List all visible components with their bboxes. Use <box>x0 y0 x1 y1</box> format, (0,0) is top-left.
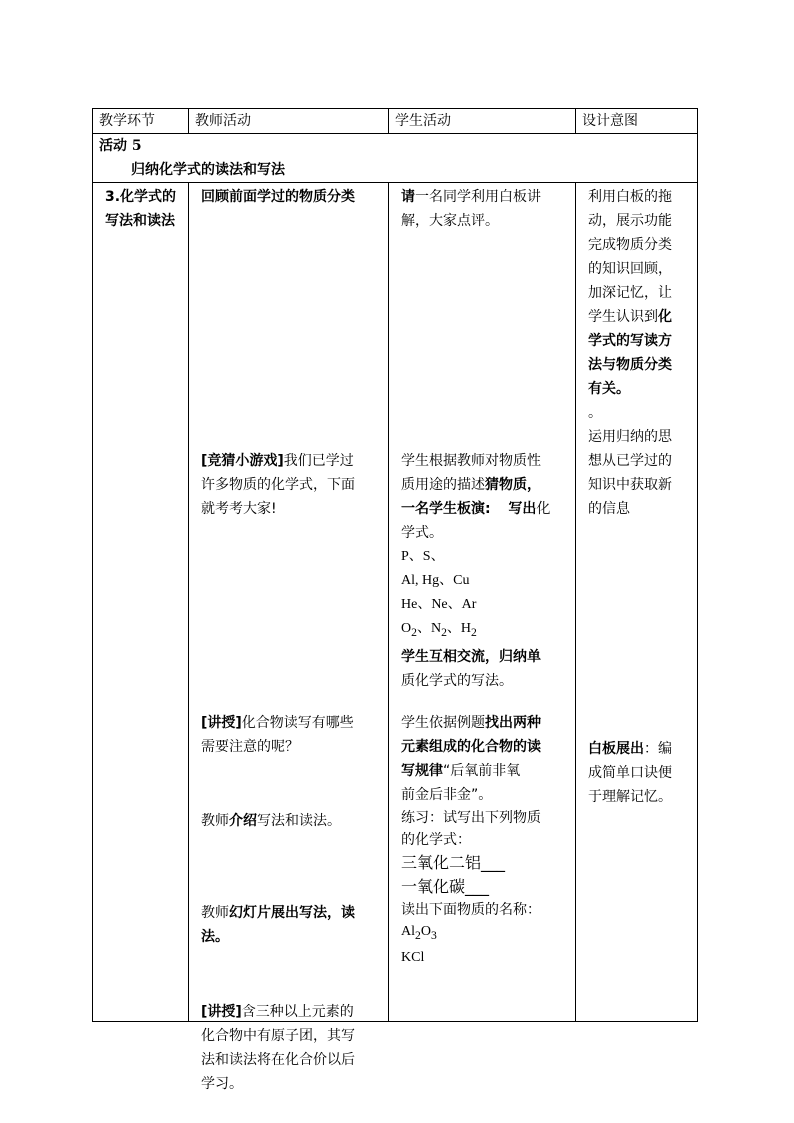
intent1-line2: 动，展示功能 <box>588 213 672 229</box>
intent3-bold: 白板展出 <box>588 741 644 757</box>
f1-sub-o: 3 <box>430 928 437 942</box>
section-title <box>105 185 178 233</box>
teacher-cell <box>189 183 389 1092</box>
element-list-3: He、Ne、Ar <box>401 597 477 612</box>
element-list-1: P、S、 <box>401 549 445 564</box>
formula-al2o3 <box>401 921 565 947</box>
lecture-text: 化合物读写有哪些 <box>241 715 354 731</box>
lecture2-line3: 法和读法将在化合价以后 <box>201 1052 355 1068</box>
guess-line3-a: 一名学生板演: <box>401 501 491 517</box>
guess-line2-a: 质用途的描述 <box>401 477 485 493</box>
guess-line2-b: 猜物质， <box>485 477 541 493</box>
lecture-line2: 需要注意的呢？ <box>201 739 299 755</box>
table-header-row <box>93 109 698 134</box>
intent1-line1: 利用白板的拖 <box>588 189 672 205</box>
intent1-line7: 学式的写读方 <box>588 333 672 349</box>
header-teacher-activity: 教师活动 <box>189 109 389 134</box>
whiteboard-line2: 解，大家点评。 <box>401 213 499 229</box>
student-whiteboard <box>401 185 565 233</box>
rule-bold1: 找出两种 <box>485 715 541 731</box>
exercise-line3: 读出下面物质的名称： <box>401 902 541 918</box>
el4-sub-h: 2 <box>471 625 477 639</box>
section-title-line2: 写法和读法 <box>105 213 175 229</box>
lecture2-line2: 化合物中有原子团，其写 <box>201 1028 355 1044</box>
teacher-review-text: 回顾前面学过的物质分类 <box>201 189 355 205</box>
intent-whiteboard <box>588 185 687 521</box>
teacher-lecture-1 <box>201 711 378 759</box>
rule-prefix: 学生依据例题 <box>401 715 485 731</box>
content-row <box>93 183 698 1022</box>
exercise-q1: 三氧化二铝___ <box>401 853 506 872</box>
slides-prefix: 教师 <box>201 905 229 921</box>
guess-line1: 学生根据教师对物质性 <box>401 453 541 469</box>
intent3-line2: 成简单口诀便 <box>588 765 672 781</box>
exercise-line1: 练习：试写出下列物质 <box>401 810 541 826</box>
intent-mnemonic <box>588 737 687 809</box>
guessing-game-line3: 就考考大家! <box>201 501 277 517</box>
intent3-rest: ：编 <box>644 741 672 757</box>
guessing-game-line2: 许多物质的化学式，下面 <box>201 477 355 493</box>
intent1-line4: 的知识回顾， <box>588 261 672 277</box>
activity-subtitle: 归纳化学式的读法和写法 <box>131 162 285 178</box>
f1-o: O <box>420 924 431 939</box>
slides-bold-line2: 法。 <box>201 929 229 945</box>
student-guess <box>401 449 565 693</box>
intent1-line8: 法与物质分类 <box>588 357 672 373</box>
teacher-introduce <box>201 809 378 833</box>
section-cell <box>93 183 189 1022</box>
lecture-tag: [讲授] <box>201 715 242 731</box>
teacher-guessing-game <box>201 449 378 521</box>
introduce-prefix: 教师 <box>201 813 229 829</box>
intent2-line2: 想从已学过的 <box>588 453 672 469</box>
rule-bold2: 元素组成的化合物的读 <box>401 739 541 755</box>
exchange-line2: 质化学式的写法。 <box>401 672 513 689</box>
header-design-intent: 设计意图 <box>576 109 698 134</box>
student-exercise <box>401 807 565 969</box>
exchange-line1: 学生互相交流，归纳单 <box>401 648 541 665</box>
activity-row <box>93 134 698 183</box>
f1-al: Al <box>401 924 415 939</box>
slides-bold: 幻灯片展出写法，读 <box>229 905 355 921</box>
formula-kcl: KCl <box>401 949 425 965</box>
el4-sub-n: 2 <box>441 625 447 639</box>
intent1-line6a: 学生认识到 <box>588 309 658 325</box>
rule-mnemonic: “后氧前非氧 <box>443 763 521 779</box>
el4-o: O <box>401 621 412 636</box>
intent2-line4: 的信息 <box>588 501 630 517</box>
student-rule <box>401 711 565 807</box>
rule-bold3: 写规律 <box>401 763 443 779</box>
whiteboard-bold: 请 <box>401 189 415 205</box>
intent1-dot: 。 <box>588 405 602 421</box>
intent2-line3: 知识中获取新 <box>588 477 672 493</box>
intent2-line1: 运用归纳的思 <box>588 429 672 445</box>
guessing-game-text: 我们已学过 <box>283 453 354 469</box>
guess-line4: 学式。 <box>401 525 443 541</box>
header-student-activity: 学生活动 <box>389 109 576 134</box>
student-cell <box>389 183 576 1022</box>
intent1-line5: 加深记忆，让 <box>588 285 672 301</box>
el4-n: 、N <box>416 621 442 636</box>
activity-title: 活动 5 <box>99 138 142 154</box>
exercise-q2: 一氧化碳___ <box>401 877 490 896</box>
intent1-line6b: 化 <box>658 309 672 325</box>
intent1-line3: 完成物质分类 <box>588 237 672 253</box>
introduce-bold: 介绍 <box>229 813 257 829</box>
rule-mnemonic-2: 前金后非金”。 <box>401 787 493 803</box>
intent-cell <box>576 183 698 1022</box>
intent1-line9: 有关。 <box>588 381 630 397</box>
introduce-suffix: 写法和读法。 <box>257 813 341 829</box>
el4-sub-o: 2 <box>411 625 417 639</box>
lesson-plan-table <box>92 108 698 1092</box>
whiteboard-text: 一名同学利用白板讲 <box>415 189 541 205</box>
lecture2-tag: [讲授] <box>201 1004 242 1020</box>
guess-line3-c: 化 <box>536 501 551 517</box>
lecture2-line4: 学习。 <box>201 1076 243 1092</box>
element-list-4 <box>401 617 565 645</box>
intent3-line3: 于理解记忆。 <box>588 789 672 805</box>
teacher-slides <box>201 901 378 949</box>
exercise-line2: 的化学式： <box>401 832 471 848</box>
guess-line3-b: 写出 <box>508 501 537 517</box>
guessing-game-tag: [竞猜小游戏] <box>201 453 284 469</box>
f1-sub-al: 2 <box>415 928 421 942</box>
activity-cell <box>93 134 698 183</box>
lecture2-text: 含三种以上元素的 <box>241 1004 354 1020</box>
header-teaching-stage: 教学环节 <box>93 109 189 134</box>
section-title-line1: 3.化学式的 <box>105 189 177 205</box>
teacher-lecture-2 <box>201 1000 378 1096</box>
el4-h: 、H <box>446 621 472 636</box>
element-list-2: Al, Hg、Cu <box>401 573 470 588</box>
